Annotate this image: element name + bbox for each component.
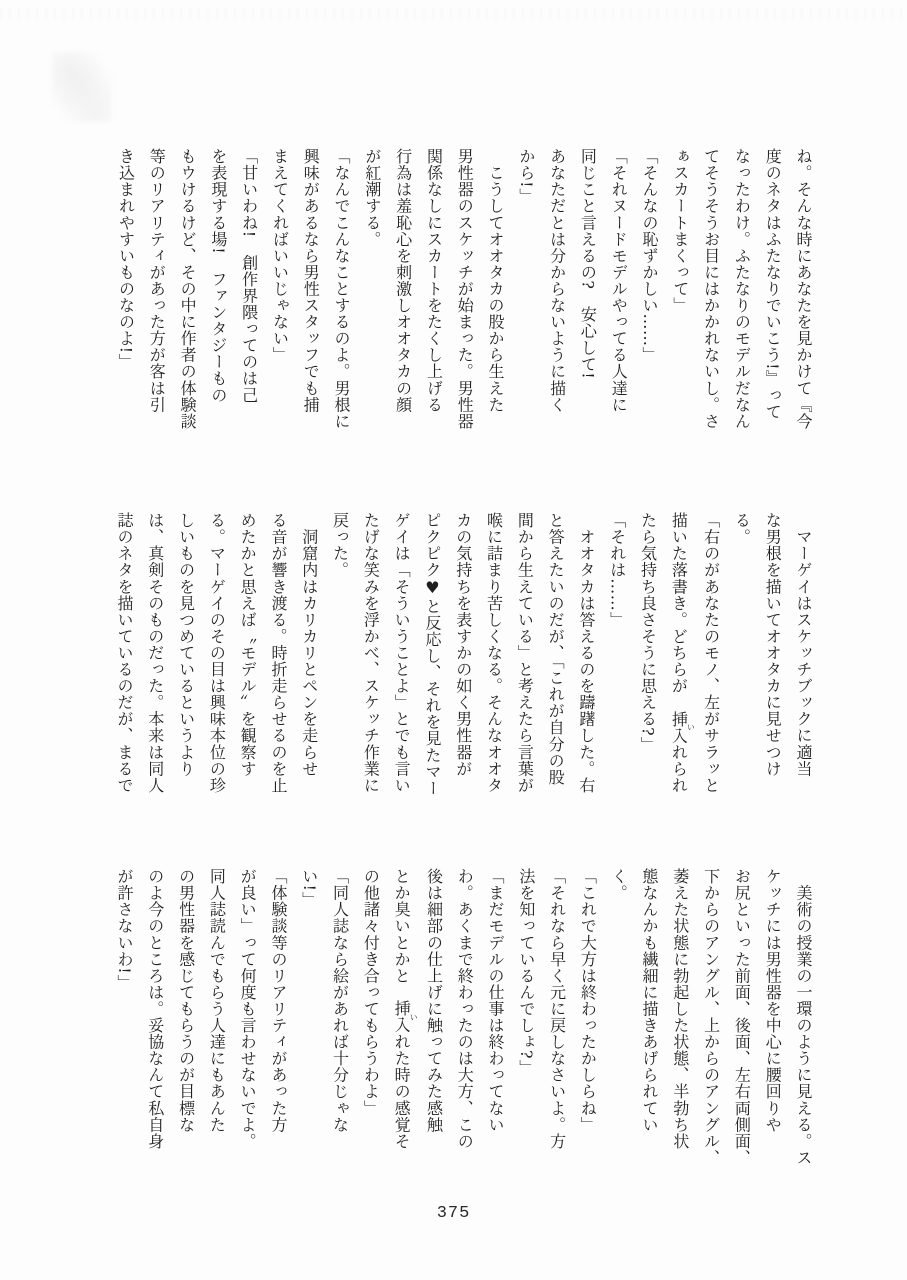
text-column: 「甘いわね! 創作界隈ってのは己 — [239, 148, 259, 404]
text-column: 興味があるなら男性スタッフでも捕 — [301, 148, 321, 413]
text-column: 誌のネタを描いているのだが、まるで — [114, 512, 134, 794]
text-column: が良い」って何度も言わせないでよ。 — [238, 868, 258, 1150]
text-column: もウけるけど、その中に作者の体験談 — [178, 148, 198, 430]
text-column: き込まれやすいものなのよ!」 — [116, 148, 136, 371]
text-column: 「そんなの恥ずかしい……」 — [640, 148, 660, 364]
text-column: 行為は羞恥心を刺激しオオタカの顔 — [393, 148, 413, 413]
text-column: 男性器のスケッチが始まった。男性器 — [455, 148, 475, 430]
text-column: 「体験談等のリアリティがあった方 — [268, 868, 288, 1133]
scan-artifact — [52, 52, 112, 122]
text-column: 「まだモデルの仕事は終わってない — [486, 868, 506, 1133]
text-column: 法を知っているんでしょ?」 — [516, 868, 536, 1076]
text-column: なったわけ。ふたなりのモデルだなん — [732, 148, 752, 430]
text-column: が許さないわ!」 — [114, 868, 134, 991]
text-column: 美術の授業の一環のように見える。ス — [794, 868, 813, 1166]
text-column: カの気持ちを表すかの如く男性器が — [453, 512, 473, 777]
text-column: ゲイは「そういうことよ」とでも言い — [392, 512, 412, 794]
text-column: オオタカは答えるのを躊躇した。右 — [576, 512, 596, 794]
text-block-middle — [110, 512, 818, 814]
text-column: しいものを見つめているというより — [176, 512, 196, 777]
text-column: てそうそうお目にはかかれないし。さ — [701, 148, 721, 430]
text-column: 喉に詰まり苦しくなる。そんなオオタ — [484, 512, 504, 794]
text-block-bottom — [110, 868, 818, 1170]
text-column: ケッチには男性器を中心に腰回りや — [763, 868, 783, 1133]
text-column: まえてくればいいじゃない」 — [270, 148, 290, 364]
text-column: ピクピク♥と反応し、それを見たマー — [422, 512, 442, 797]
text-column: 関係なしにスカートをたくし上げる — [424, 148, 444, 413]
text-column: の他諸々付き合ってもらうわよ」 — [361, 868, 381, 1117]
text-column: めたかと思えば〝モデル〟を観察す — [238, 512, 258, 777]
text-column: る。 — [732, 512, 752, 546]
text-column: を表現する場! ファンタジーもの — [208, 148, 228, 404]
text-column: ね。そんな時にあなたを見かけて『今 — [794, 148, 813, 430]
text-column: 「なんでこんなことするのよ。男根に — [332, 148, 352, 430]
text-column: 態なんかも繊細に描きあげられてい — [640, 868, 660, 1133]
text-column: 「それヌードモデルやってる人達に — [609, 148, 629, 413]
text-column: ぁスカートまくって」 — [670, 148, 690, 314]
text-column: 萎えた状態に勃起した状態、半勃ち状 — [670, 868, 690, 1150]
text-column: 「それなら早く元に戻しなさいよ。方 — [547, 868, 567, 1150]
text-column: 「それは……」 — [607, 512, 627, 628]
text-column: から!」 — [516, 148, 536, 205]
text-column: く。 — [609, 868, 629, 902]
text-column: は、真剣そのものだった。本来は同人 — [145, 512, 165, 794]
text-column: 下からのアングル、上からのアングル、 — [701, 868, 721, 1166]
text-column: とか臭いとかと 挿入いれた時の感覚そ — [392, 868, 419, 1150]
scan-artifact — [0, 8, 907, 22]
text-column: 度のネタはふたなりでいこう!』って — [763, 148, 783, 420]
text-column: る。マーゲイのその目は興味本位の珍 — [207, 512, 227, 794]
text-column: 等のリアリティがあった方が客は引 — [147, 148, 167, 413]
text-column: のよ今のところは。妥協なんて私自身 — [145, 868, 165, 1150]
text-column: たげな笑みを浮かべ、スケッチ作業に — [361, 512, 381, 794]
text-column: と答えたいのだが、「これが自分の股 — [546, 512, 566, 786]
text-column: 後は細部の仕上げに触ってみた感触 — [424, 868, 444, 1133]
text-column: 戻った。 — [330, 512, 350, 579]
text-column: の男性器を感じてもらうのが目標な — [176, 868, 196, 1133]
text-column: 「同人誌なら絵があれば十分じゃな — [330, 868, 350, 1133]
text-column: こうしてオオタカの股から生えた — [486, 148, 506, 413]
text-column: たら気持ち良さそうに思える?」 — [638, 512, 658, 753]
text-column: い!」 — [299, 868, 319, 909]
text-column: な男根を描いてオオタカに見せつけ — [763, 512, 783, 777]
text-column: あなただとは分からないように描く — [547, 148, 567, 413]
text-column: が紅潮する。 — [362, 148, 382, 248]
text-column: 間から生えている」と考えたら言葉が — [515, 512, 535, 794]
page-number: 375 — [436, 1204, 471, 1223]
text-column: 洞窟内はカリカリとペンを走らせ — [299, 512, 319, 777]
text-column: 描いた落書き。どちらが 挿入いれられ — [669, 512, 696, 794]
text-column: マーゲイはスケッチブックに適当 — [794, 512, 813, 777]
text-column: お尻といった前面、後面、左右両側面、 — [732, 868, 752, 1166]
text-column: る音が響き渡る。時折走らせるのを止 — [268, 512, 288, 794]
text-block-top — [110, 148, 818, 450]
text-column: 同人誌読んでもらう人達にもあんた — [207, 868, 227, 1133]
text-column: わ。あくまで終わったのは大方、この — [455, 868, 475, 1150]
text-column: 「これで大方は終わったかしらね」 — [578, 868, 598, 1133]
text-column: 「右のがあなたのモノ、左がサラッと — [701, 512, 721, 794]
text-column: 同じこと言えるの? 安心して! — [578, 148, 598, 380]
